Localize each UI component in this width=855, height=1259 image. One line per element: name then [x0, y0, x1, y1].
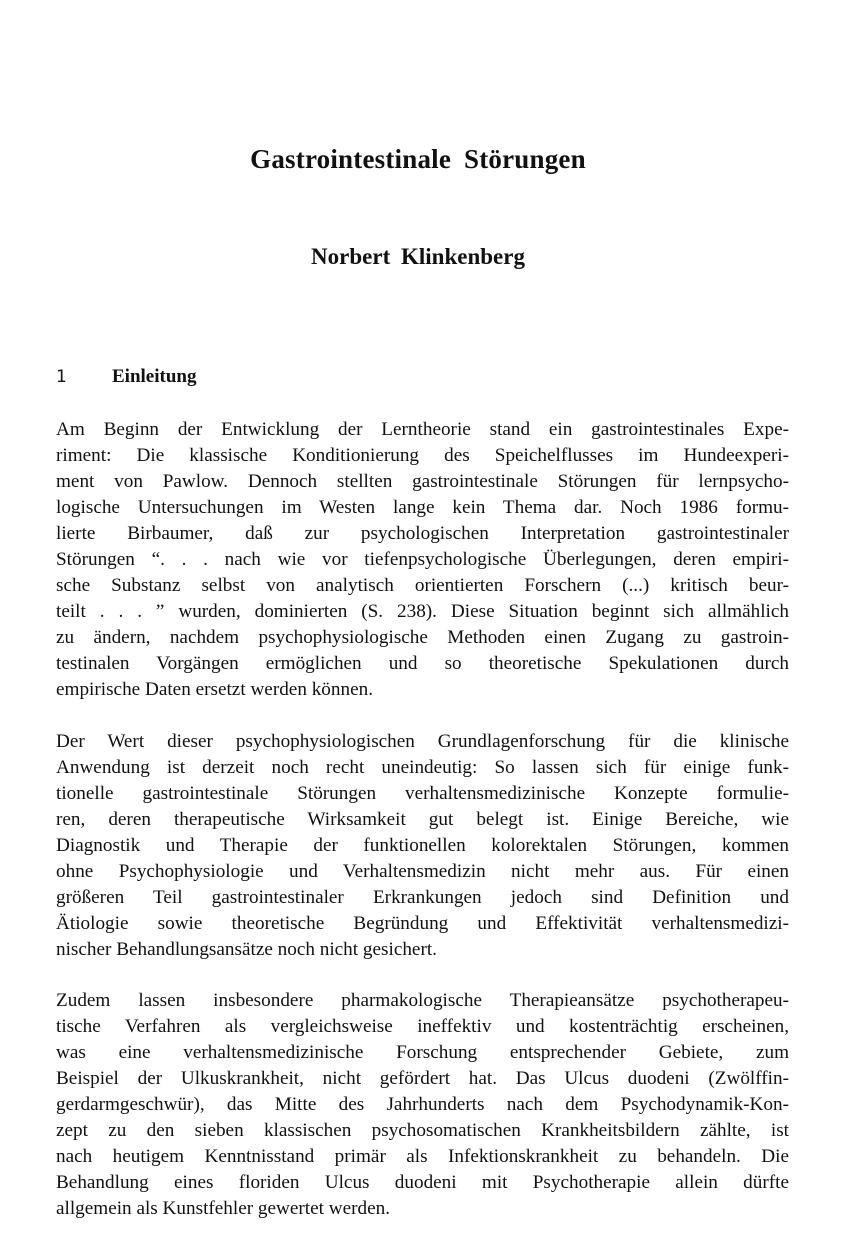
paragraph-line: testinalen Vorgängen ermöglichen und so theoretische Spekulationen durch — [56, 653, 789, 674]
paragraph-line: Anwendung ist derzeit noch recht uneindeutig: So lassen sich für einige funk- — [56, 757, 789, 778]
paragraph-line: allgemein als Kunstfehler gewertet werden. — [56, 1198, 391, 1219]
paragraph-line: Zudem lassen insbesondere pharmakologische Therapieansätze psychotherapeu- — [56, 990, 789, 1011]
document-title: Gastrointestinale Störungen — [250, 144, 586, 174]
author-name: Norbert Klinkenberg — [311, 244, 525, 269]
section-title: Einleitung — [112, 366, 197, 387]
paragraph-line: tische Verfahren als vergleichsweise ineffektiv und kostenträchtig erscheinen, — [56, 1016, 789, 1037]
paragraph-line: ren, deren therapeutische Wirksamkeit gut belegt ist. Einige Bereiche, wie — [56, 809, 789, 830]
paragraph-line: was eine verhaltensmedizinische Forschung entsprechender Gebiete, zum — [56, 1042, 789, 1063]
paragraph-3 — [56, 988, 789, 1222]
paragraph-line: ohne Psychophysiologie und Verhaltensmedizin nicht mehr aus. Für einen — [56, 861, 789, 882]
paragraph-1 — [56, 417, 789, 703]
paragraph-line: tionelle gastrointestinale Störungen verhaltensmedizinische Konzepte formulie- — [56, 783, 789, 804]
paragraph-line: Störungen “. . . nach wie vor tiefenpsychologische Überlegungen, deren empiri- — [56, 549, 789, 570]
paragraph-line: Der Wert dieser psychophysiologischen Grundlagenforschung für die klinische — [56, 731, 789, 752]
paragraph-line: logische Untersuchungen im Westen lange kein Thema dar. Noch 1986 formu- — [56, 497, 789, 518]
paragraph-line: größeren Teil gastrointestinaler Erkrankungen jedoch sind Definition und — [56, 887, 789, 908]
paragraph-line: lierte Birbaumer, daß zur psychologischen Interpretation gastrointestinaler — [56, 523, 789, 544]
paragraph-line: ment von Pawlow. Dennoch stellten gastrointestinale Störungen für lernpsycho- — [56, 471, 789, 492]
paragraph-line: Behandlung eines floriden Ulcus duodeni mit Psychotherapie allein dürfte — [56, 1172, 789, 1193]
paragraph-line: nischer Behandlungsansätze noch nicht gesichert. — [56, 939, 437, 960]
paragraph-line: riment: Die klassische Konditionierung des Speichelflusses im Hundeexperi- — [56, 445, 789, 466]
section-heading — [56, 366, 196, 388]
paragraph-line: nach heutigem Kenntnisstand primär als Infektionskrankheit zu behandeln. Die — [56, 1146, 789, 1167]
paragraph-2 — [56, 729, 789, 963]
paragraph-line: teilt . . . ” wurden, dominierten (S. 238). Diese Situation beginnt sich allmählich — [56, 601, 789, 622]
paragraph-line: Ätiologie sowie theoretische Begründung und Effektivität verhaltensmedizi- — [56, 913, 789, 934]
section-number: 1 — [56, 367, 67, 387]
paragraph-line: Diagnostik und Therapie der funktionellen kolorektalen Störungen, kommen — [56, 835, 789, 856]
paragraph-line: zu ändern, nachdem psychophysiologische Methoden einen Zugang zu gastroin- — [56, 627, 789, 648]
paragraph-line: empirische Daten ersetzt werden können. — [56, 679, 373, 700]
paragraph-line: sche Substanz selbst von analytisch orientierten Forschern (...) kritisch beur- — [56, 575, 789, 596]
paragraph-line: Am Beginn der Entwicklung der Lerntheorie stand ein gastrointestinales Expe- — [56, 419, 789, 440]
paragraph-line: zept zu den sieben klassischen psychosomatischen Krankheitsbildern zählte, ist — [56, 1120, 789, 1141]
paragraph-line: gerdarmgeschwür), das Mitte des Jahrhunderts nach dem Psychodynamik-Kon- — [56, 1094, 789, 1115]
paragraph-line: Beispiel der Ulkuskrankheit, nicht gefördert hat. Das Ulcus duodeni (Zwölffin- — [56, 1068, 789, 1089]
